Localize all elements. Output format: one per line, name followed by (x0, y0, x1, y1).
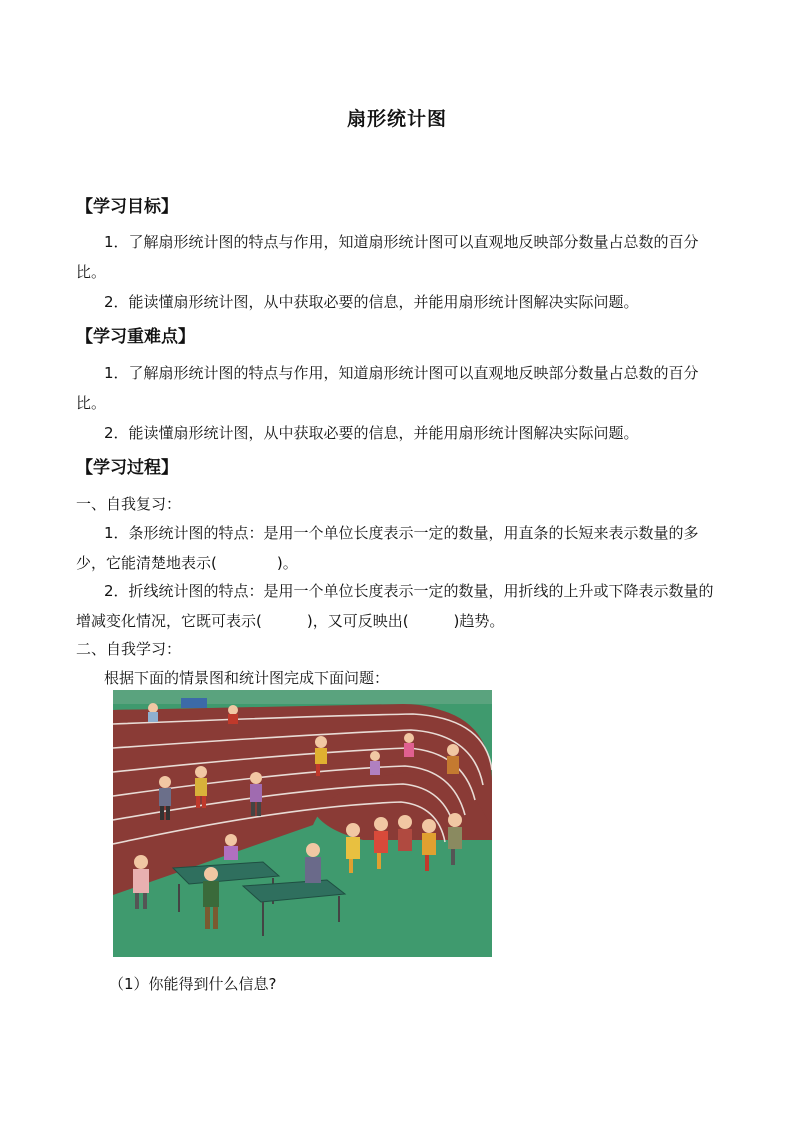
goal-item-2: 2．能读懂扇形统计图，从中获取必要的信息，并能用扇形统计图解决实际问题。 (104, 293, 639, 311)
heading-key-points: 【学习重难点】 (76, 327, 195, 347)
heading-learning-goals: 【学习目标】 (76, 197, 178, 217)
review-item-2: 2．折线统计图的特点：是用一个单位长度表示一定的数量，用折线的上升或下降表示数量的增减变化情况，它既可表示( )，又可反映出( )趋势。 (76, 582, 714, 630)
keypoint-item-2: 2．能读懂扇形统计图，从中获取必要的信息，并能用扇形统计图解决实际问题。 (104, 424, 639, 442)
question-1: （1）你能得到什么信息? (109, 975, 277, 993)
page-title: 扇形统计图 (346, 108, 447, 130)
instruction-text: 根据下面的情景图和统计图完成下面问题： (104, 669, 390, 687)
goal-item-1: 1．了解扇形统计图的特点与作用，知道扇形统计图可以直观地反映部分数量占总数的百分比。 (76, 233, 699, 281)
heading-learning-process: 【学习过程】 (76, 458, 178, 478)
part1-title: 一、自我复习： (76, 495, 182, 513)
keypoint-item-1: 1．了解扇形统计图的特点与作用，知道扇形统计图可以直观地反映部分数量占总数的百分比。 (76, 364, 699, 412)
review-item-1: 1．条形统计图的特点：是用一个单位长度表示一定的数量，用直条的长短来表示数量的多少，它能清楚地表示( )。 (76, 524, 699, 572)
sports-scene-illustration (113, 690, 492, 957)
part2-title: 二、自我学习： (76, 640, 182, 658)
